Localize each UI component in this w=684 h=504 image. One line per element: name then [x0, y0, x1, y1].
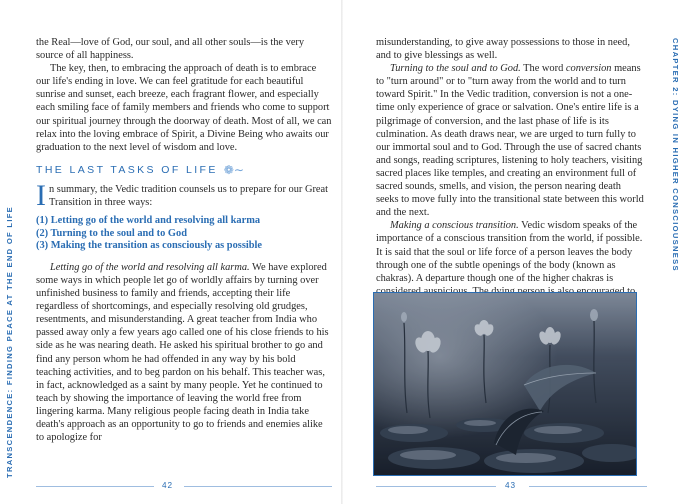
folio-rule-right-a: [376, 486, 496, 487]
lotus-pond-photo: [373, 292, 637, 476]
step-item: (3) Making the transition as consciously as possible: [36, 240, 263, 252]
paragraph-turning: [376, 62, 646, 219]
paragraph-summary: [36, 178, 332, 212]
paragraph-letting-go-text: We have explored some ways in which people let go of worldly affairs by turning over unfinished business to family and friends, accepting their life regardless of shortcomings, and especially resolving old grudges, resentments, and misunderstanding. A great teacher from India who passed away only a few years ago called one of his close friends to his side as he was nearing death. He asked his spiritual brother to go and find any person whom he had offended in any way by his bold teaching activities, and to beg pardon on his behalf. This teacher was, in fact, acknowledged as a saint by many people. Yet he continued to teach by showing the importance of leaving the world free from lingering karma. Many religious people facing death in India take death's approach as an opportunity to go to friends and enemies alike to apologize for: [36, 261, 329, 444]
lotus-pond-illustration: [374, 293, 636, 475]
flourish-icon: ❁∼: [223, 162, 244, 177]
paragraph-conscious-lead: Making a conscious transition.: [390, 220, 519, 232]
left-running-head-text: TRANSCENDENCE: FINDING PEACE AT THE END OF LIFE: [5, 205, 14, 478]
steps-list: [36, 215, 332, 253]
folio-rule-left-a: [36, 486, 154, 487]
left-page: [0, 0, 341, 504]
paragraph-summary-text: n summary, the Vedic tradition counsels us to prepare for our Great Transition in three ways:: [49, 183, 329, 209]
drop-cap: I: [36, 178, 46, 212]
paragraph-turning-lead: Turning to the soul and to God.: [390, 63, 521, 75]
right-running-head: [668, 38, 682, 478]
paragraph-letting-go-lead: Letting go of the world and resolving all karma.: [50, 261, 250, 273]
left-body-text: [36, 36, 332, 444]
paragraph-top-left: the Real—love of God, our soul, and all other souls—is the very source of all happiness.: [36, 37, 305, 62]
paragraph-conscious: [376, 219, 646, 298]
section-heading: [36, 164, 332, 177]
paragraph-letting-go: [36, 261, 332, 444]
right-running-head-text: CHAPTER 2: DYING IN HIGHER CONSCIOUSNESS: [671, 38, 680, 272]
step-item: (2) Turning to the soul and to God: [36, 227, 187, 239]
folio-rule-left-b: [184, 486, 332, 487]
step-item: (1) Letting go of the world and resolving all karma: [36, 215, 261, 227]
paragraph-turning-word: conversion: [565, 63, 612, 75]
paragraph-key: The key, then, to embracing the approach of death is to embrace our life's ending in love. We can feel gratitude for each beautiful sunrise and sunset, each breeze, each fragrant flower, and especially each smiling face of family members and friends who come to support our spiritual journey through the doorway of death. Most of all, we can relax into the loving embrace of Spirit, a Divine Being who awaits our graduation to the next level of wisdom and love.: [36, 63, 332, 153]
left-running-head: [2, 38, 16, 478]
paragraph-turning-text-b: means to "turn around" or to "turn away from the world and to turn toward Spirit." In the Vedic tradition, conversion is not a one-time only experience of grace or salvation. One's entire life is a pilgrimage of conversion, and the last phase of life is its culmination. As death draws near, we are urged to turn fully to our immortal soul and to God. Through the use of sacred chants and songs, reading scriptures, listening to holy teachers, visiting sacred places like temples, and creating an environment full of sacred sounds, smells, and vision, the person nearing death seeks to move fully into the transitional state between this world and the next.: [376, 63, 644, 219]
page-number-left: 42: [162, 481, 174, 490]
folio-rule-right-b: [529, 486, 647, 487]
page-number-right: 43: [505, 481, 517, 490]
section-heading-text: THE LAST TASKS OF LIFE: [36, 163, 218, 176]
paragraph-turning-text-a: The word: [520, 63, 566, 75]
paragraph-top-right: misunderstanding, to give away possessions to those in need, and to give blessings as well.: [376, 37, 630, 62]
right-body-text: [376, 36, 646, 298]
paragraph-conscious-text: Vedic wisdom speaks of the importance of a conscious transition from the world, if possible. It is said that the soul or life force of a person leaves the body through one of the subtle openings of the body (known as chakras). A departure though one of the higher chakras is: [376, 220, 643, 284]
